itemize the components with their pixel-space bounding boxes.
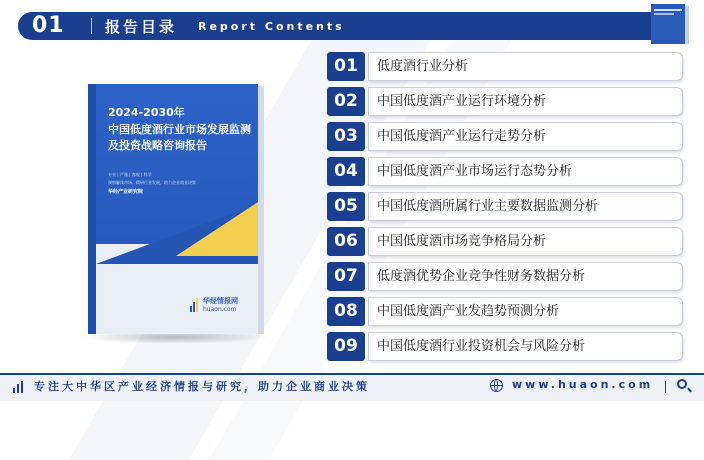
toc-item-label: 中国低度酒产业运行走势分析 xyxy=(368,122,683,151)
toc-item-label: 中国低度酒所属行业主要数据监测分析 xyxy=(368,192,683,221)
header-bar xyxy=(18,12,671,40)
header-divider xyxy=(91,18,92,34)
toc-item[interactable] xyxy=(327,192,684,221)
toc-item-number: 03 xyxy=(327,122,365,151)
footer-slogan: 专注大中华区产业经济情报与研究，助力企业商业决策 xyxy=(34,380,370,393)
toc-item-number: 05 xyxy=(327,192,365,221)
toc-item-label: 中国低度酒产业发趋势预测分析 xyxy=(368,297,683,326)
logo-url: huaon.com xyxy=(203,306,237,313)
page-title: 报告目录 xyxy=(105,18,178,36)
cover-logo xyxy=(190,296,250,318)
toc-item[interactable] xyxy=(327,262,684,291)
bar-chart-icon xyxy=(190,298,200,312)
toc-item-number: 08 xyxy=(327,297,365,326)
toc-item-number: 09 xyxy=(327,332,365,361)
report-thumbnail xyxy=(651,4,689,44)
footer-url[interactable]: www.huaon.com xyxy=(512,378,654,391)
toc-item-number: 04 xyxy=(327,157,365,186)
section-number: 01 xyxy=(32,13,65,38)
cover-publisher: 华经产业研究院 xyxy=(108,189,144,195)
toc-item-number: 01 xyxy=(327,52,365,81)
toc-item[interactable] xyxy=(327,157,684,186)
bar-chart-icon xyxy=(13,381,25,393)
toc-item-label: 中国低度酒市场竞争格局分析 xyxy=(368,227,683,256)
thumbnail-line xyxy=(654,9,682,11)
cover-year: 2024-2030年 xyxy=(108,106,185,119)
toc-item-label: 中国低度酒产业市场运行态势分析 xyxy=(368,157,683,186)
toc-item[interactable] xyxy=(327,122,684,151)
cover-description: 洞察解读市场、精研行业发展，助力企业商业决策 xyxy=(108,180,196,185)
page-subtitle: Report Contents xyxy=(198,20,345,33)
book-cover xyxy=(96,84,258,334)
thumbnail-line xyxy=(654,13,674,15)
cover-tags: 专业 | 严谨 | 客观 | 科学 xyxy=(108,172,152,177)
toc-item[interactable] xyxy=(327,87,684,116)
footer-top-line xyxy=(0,373,704,375)
toc-item-number: 02 xyxy=(327,87,365,116)
book-spine xyxy=(88,84,96,334)
cover-yellow-triangle xyxy=(176,202,258,256)
toc-item[interactable] xyxy=(327,332,684,361)
logo-name: 华经情报网 xyxy=(203,297,238,305)
toc-item-label: 中国低度酒产业运行环境分析 xyxy=(368,87,683,116)
search-icon[interactable] xyxy=(677,379,687,389)
toc-item[interactable] xyxy=(327,227,684,256)
toc-item-label: 低度酒行业分析 xyxy=(368,52,683,81)
thumbnail-shadow xyxy=(685,6,689,44)
toc-item-label: 中国低度酒行业投资机会与风险分析 xyxy=(368,332,683,361)
toc-item-number: 06 xyxy=(327,227,365,256)
cover-title: 中国低度酒行业市场发展监测及投资战略咨询报告 xyxy=(108,123,251,152)
toc-item-label: 低度酒优势企业竞争性财务数据分析 xyxy=(368,262,683,291)
globe-icon xyxy=(490,379,503,392)
footer-bar xyxy=(0,373,704,401)
report-cover-book xyxy=(88,84,258,334)
toc-item-number: 07 xyxy=(327,262,365,291)
toc-item[interactable] xyxy=(327,297,684,326)
toc-item[interactable] xyxy=(327,52,684,81)
footer-divider xyxy=(665,381,666,393)
book-pages xyxy=(258,86,264,334)
